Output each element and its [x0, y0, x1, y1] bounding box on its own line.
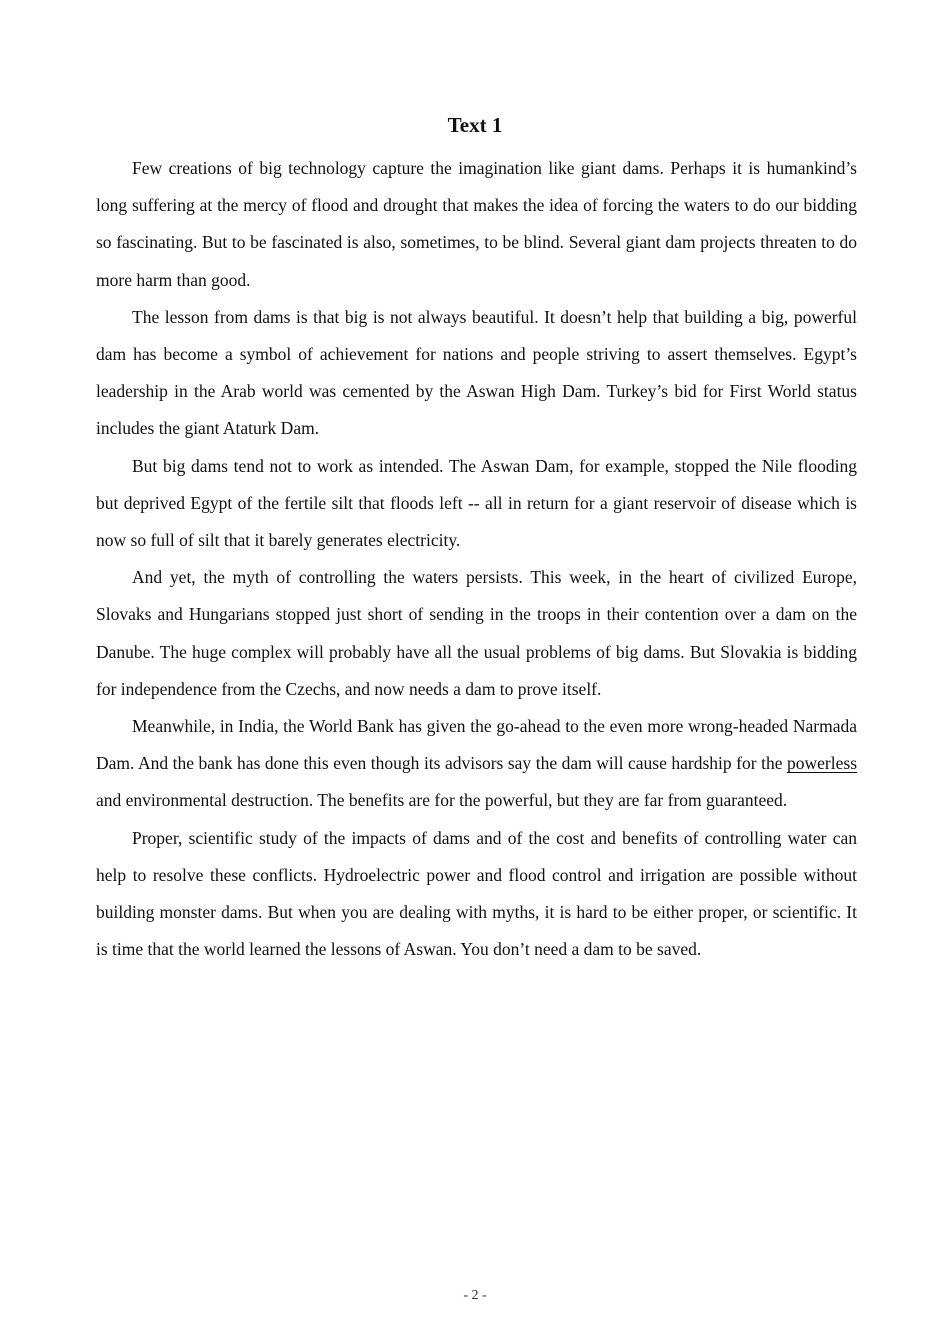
underlined-word-powerless: powerless	[787, 753, 857, 774]
paragraph-text: And yet, the myth of controlling the waters persists. This week, in the heart of civilized Europe, Slovaks and Hungarians stopped just short of sending in the troops in their contention over a dam on the Danube. The huge complex will probably have all the usual problems of big dams. But Slovakia is bidding for independence from the Czechs, and now needs a dam to prove itself.	[96, 567, 857, 699]
paragraph-text: The lesson from dams is that big is not always beautiful. It doesn’t help that building a big, powerful dam has become a symbol of achievement for nations and people striving to assert themselves. Egypt’s leadership in the Arab world was cemented by the Aswan High Dam. Turkey’s bid for First World status includes the giant Ataturk Dam.	[96, 306, 857, 439]
paragraph-text: Few creations of big technology capture the imagination like giant dams. Perhaps it is humankind’s long suffering at the mercy of flood and drought that makes the idea of forcing the waters to do our bidding so fascinating. But to be fascinated is also, sometimes, to be blind. Several giant dam projects threaten to do more harm than good.	[96, 158, 857, 290]
paragraph-2	[96, 299, 857, 448]
paragraph-4	[96, 559, 857, 708]
paragraph-5	[96, 708, 857, 820]
page-title: Text 1	[447, 113, 503, 137]
paragraph-text: But big dams tend not to work as intended. The Aswan Dam, for example, stopped the Nile flooding but deprived Egypt of the fertile silt that floods left -- all in return for a giant reservoir of disease which is now so full of silt that it barely generates electricity.	[96, 455, 857, 551]
paragraph-text: and environmental destruction. The benefits are for the powerful, but they are far from guaranteed.	[96, 790, 788, 811]
paragraph-1	[96, 150, 857, 299]
paragraph-6	[96, 820, 857, 969]
paragraph-text: Meanwhile, in India, the World Bank has given the go-ahead to the even more wrong-headed Narmada Dam. And the bank has done this even though its advisors say the dam will cause hardship for the	[96, 716, 857, 774]
paragraph-text: Proper, scientific study of the impacts of dams and of the cost and benefits of controlling water can help to resolve these conflicts. Hydroelectric power and flood control and irrigation are possible without building monster dams. But when you are dealing with myths, it is hard to be either proper, or scientific. It is time that the world learned the lessons of Aswan. You don’t need a dam to be saved.	[96, 827, 857, 960]
article-body	[96, 150, 857, 968]
page-number: - 2 -	[463, 1288, 487, 1303]
paragraph-3	[96, 448, 857, 560]
